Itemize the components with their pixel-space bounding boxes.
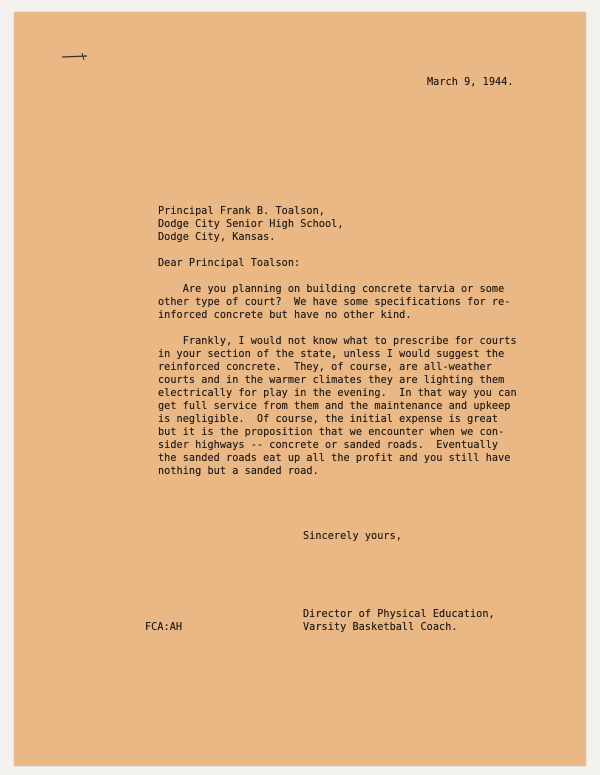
typist-initials: FCA:AH <box>145 622 183 633</box>
signature-title: Varsity Basketball Coach. <box>303 622 458 633</box>
pencil-mark-icon <box>60 44 92 64</box>
paragraph-2-line: sider highways -- concrete or sanded roads. Eventually <box>158 440 499 451</box>
recipient-city: Dodge City, Kansas. <box>158 232 276 243</box>
salutation: Dear Principal Toalson: <box>158 258 301 269</box>
paragraph-1-line: other type of court? We have some specifications for re- <box>158 297 511 308</box>
paragraph-2-line: reinforced concrete. They, of course, are all-weather <box>158 362 492 373</box>
paragraph-1-line: inforced concrete but have no other kind. <box>158 310 412 321</box>
paragraph-1-line: Are you planning on building concrete tarvia or some <box>158 284 505 295</box>
recipient-school: Dodge City Senior High School, <box>158 219 344 230</box>
closing: Sincerely yours, <box>303 531 402 542</box>
paragraph-2-line: courts and in the warmer climates they are lighting them <box>158 375 505 386</box>
paragraph-2-line: but it is the proposition that we encounter when we con- <box>158 427 505 438</box>
paragraph-2-line: nothing but a sanded road. <box>158 466 319 477</box>
letter-page <box>14 12 586 766</box>
signature-title: Director of Physical Education, <box>303 609 495 620</box>
paragraph-2-line: is negligible. Of course, the initial expense is great <box>158 414 499 425</box>
paragraph-2-line: get full service from them and the maintenance and upkeep <box>158 401 511 412</box>
paragraph-2-line: electrically for play in the evening. In that way you can <box>158 388 517 399</box>
paragraph-2-line: Frankly, I would not know what to prescribe for courts <box>158 336 517 347</box>
paragraph-2-line: the sanded roads eat up all the profit and you still have <box>158 453 511 464</box>
letter-date: March 9, 1944. <box>427 77 514 88</box>
paragraph-2-line: in your section of the state, unless I would suggest the <box>158 349 505 360</box>
recipient-name: Principal Frank B. Toalson, <box>158 206 325 217</box>
